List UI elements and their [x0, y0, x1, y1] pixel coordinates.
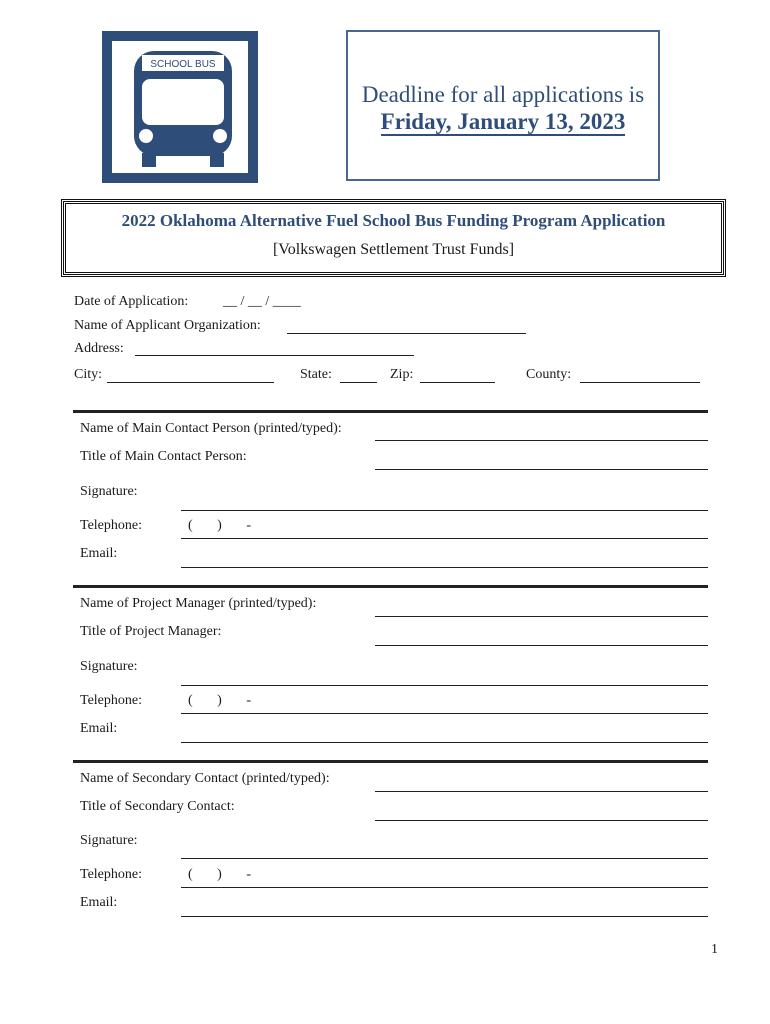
main-contact-name-field[interactable]: [375, 440, 708, 441]
main-contact-phone-format: ( ) -: [188, 518, 251, 533]
project-manager-signature-label: Signature:: [80, 659, 138, 674]
main-contact-telephone-field[interactable]: [181, 538, 708, 539]
organization-field[interactable]: [287, 333, 526, 334]
county-field[interactable]: [580, 382, 700, 383]
secondary-contact-telephone-field[interactable]: [181, 887, 708, 888]
zip-field[interactable]: [420, 382, 495, 383]
address-label: Address:: [74, 341, 124, 356]
school-bus-sign: SCHOOL BUS: [150, 59, 216, 70]
page-subtitle: [Volkswagen Settlement Trust Funds]: [272, 241, 515, 258]
project-manager-email-field[interactable]: [181, 742, 708, 743]
secondary-contact-telephone-label: Telephone:: [80, 867, 142, 882]
state-field[interactable]: [340, 382, 377, 383]
project-manager-phone-format: ( ) -: [188, 693, 251, 708]
project-manager-telephone-label: Telephone:: [80, 693, 142, 708]
secondary-contact-name-label: Name of Secondary Contact (printed/typed):: [80, 771, 330, 786]
deadline-date: [348, 109, 658, 135]
section-divider: [73, 760, 708, 763]
title-box: [63, 201, 724, 275]
secondary-contact-name-field[interactable]: [375, 791, 708, 792]
project-manager-title-field[interactable]: [375, 645, 708, 646]
section-divider: [73, 585, 708, 588]
state-label: State:: [300, 367, 332, 382]
main-contact-telephone-label: Telephone:: [80, 518, 142, 533]
project-manager-name-field[interactable]: [375, 616, 708, 617]
project-manager-signature-field[interactable]: [181, 685, 708, 686]
page-number: 1: [711, 942, 718, 957]
secondary-contact-title-field[interactable]: [375, 820, 708, 821]
organization-label: Name of Applicant Organization:: [74, 318, 261, 333]
secondary-contact-email-field[interactable]: [181, 916, 708, 917]
logo-background: [112, 41, 248, 173]
main-contact-title-field[interactable]: [375, 469, 708, 470]
main-contact-name-label: Name of Main Contact Person (printed/typed):: [80, 421, 342, 436]
page-title: 2022 Oklahoma Alternative Fuel School Bus Funding Program Application: [121, 211, 666, 230]
main-contact-email-label: Email:: [80, 546, 118, 561]
project-manager-telephone-field[interactable]: [181, 713, 708, 714]
secondary-contact-signature-label: Signature:: [80, 833, 138, 848]
deadline-date-text: Friday, January 13, 2023: [380, 109, 626, 134]
deadline-text: Deadline for all applications is: [361, 82, 645, 107]
date-label: Date of Application:: [74, 294, 189, 309]
date-field[interactable]: __ / __ / ____: [223, 294, 301, 309]
main-contact-email-field[interactable]: [181, 567, 708, 568]
city-label: City:: [74, 367, 103, 382]
secondary-contact-signature-field[interactable]: [181, 858, 708, 859]
county-label: County:: [526, 367, 572, 382]
zip-label: Zip:: [390, 367, 414, 382]
secondary-contact-title-label: Title of Secondary Contact:: [80, 799, 235, 814]
main-contact-signature-field[interactable]: [181, 510, 708, 511]
school-bus-logo: [102, 31, 258, 183]
secondary-contact-phone-format: ( ) -: [188, 867, 251, 882]
deadline-box: [346, 30, 660, 181]
school-bus-icon: [112, 41, 248, 173]
project-manager-name-label: Name of Project Manager (printed/typed):: [80, 596, 317, 611]
city-field[interactable]: [107, 382, 274, 383]
address-field[interactable]: [135, 355, 414, 356]
section-divider: [73, 410, 708, 413]
project-manager-email-label: Email:: [80, 721, 118, 736]
main-contact-title-label: Title of Main Contact Person:: [80, 449, 247, 464]
secondary-contact-email-label: Email:: [80, 895, 118, 910]
main-contact-signature-label: Signature:: [80, 484, 138, 499]
project-manager-title-label: Title of Project Manager:: [80, 624, 222, 639]
